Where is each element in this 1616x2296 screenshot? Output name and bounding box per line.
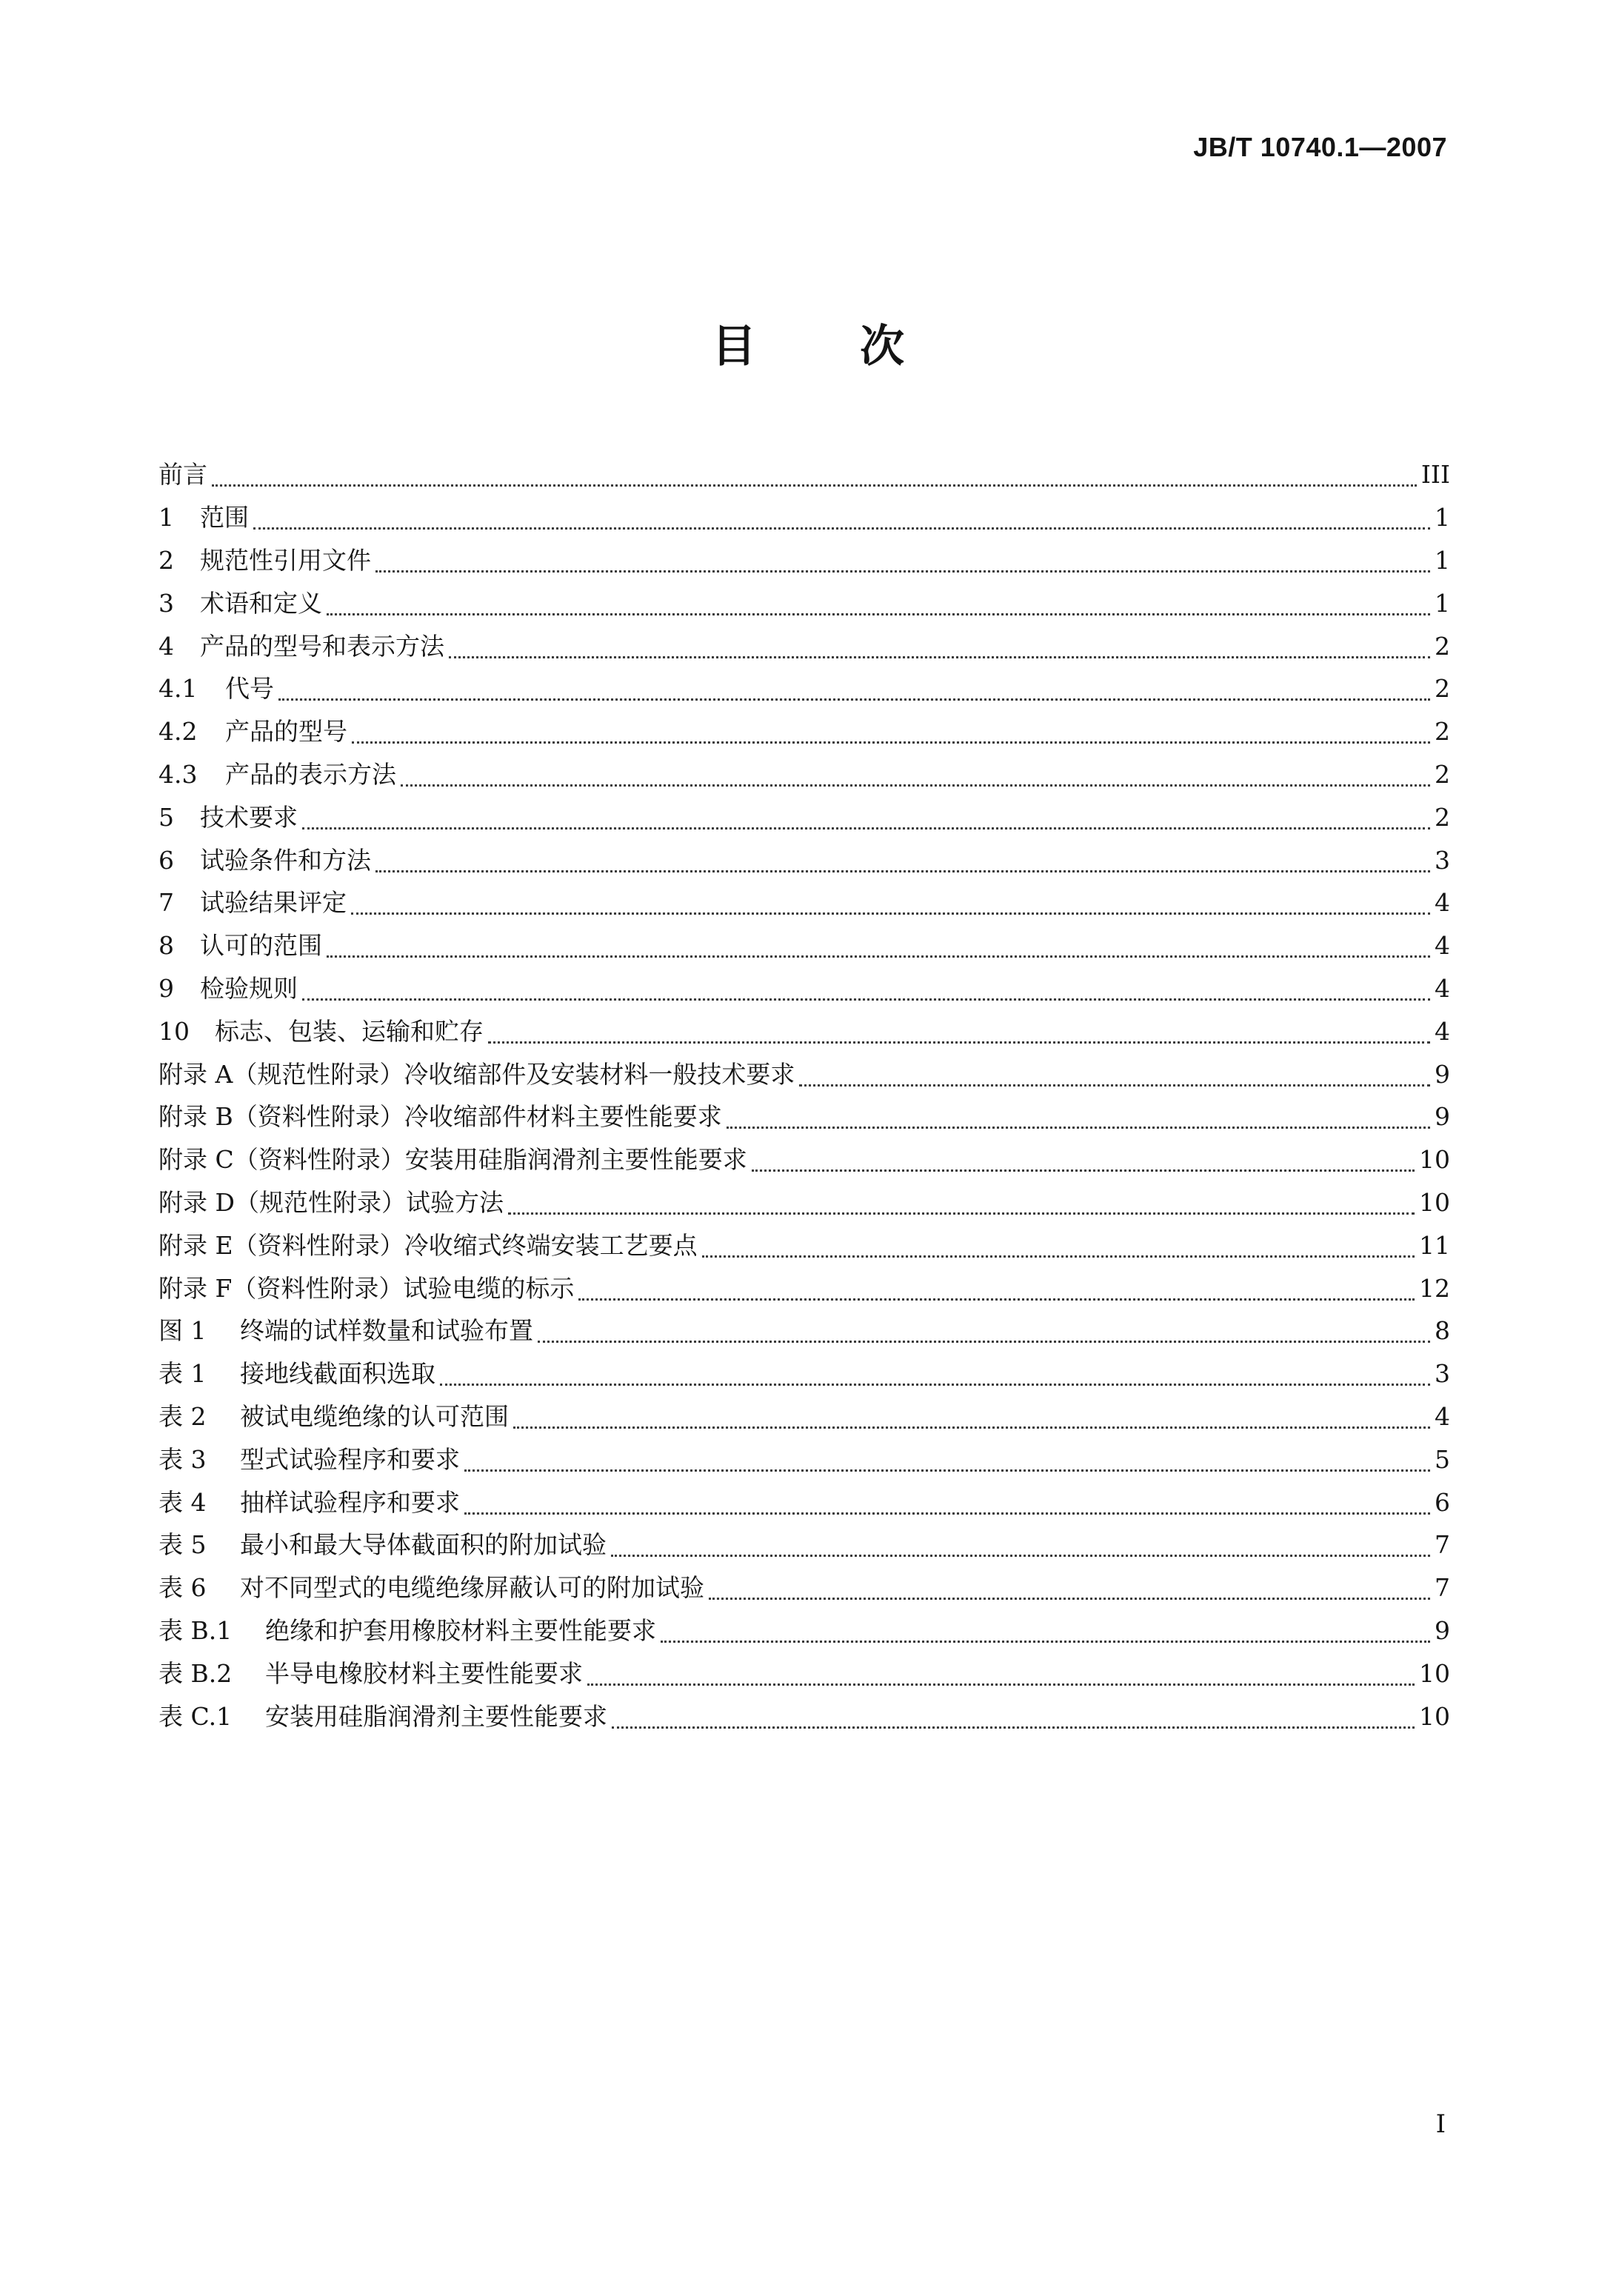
toc-entry-title: 试验结果评定 [200,888,347,918]
toc-entry-number: 4.2 [158,717,198,747]
dot-leader [440,1384,1430,1386]
standard-number: JB/T 10740.1—2007 [1193,132,1447,162]
table-of-contents [158,453,1450,1738]
dot-leader [578,1298,1415,1301]
toc-entry-title: 接地线截面积选取 [240,1359,435,1389]
toc-entry-page: 7 [1435,1573,1450,1603]
toc-entry-title: 产品的型号和表示方法 [200,631,444,661]
dot-leader [752,1169,1415,1172]
dot-leader [727,1127,1430,1129]
toc-entry-number: 图 1 [158,1316,207,1346]
dot-leader [375,870,1430,872]
toc-entry-number: 表 3 [158,1444,207,1474]
toc-entry-title: 最小和最大导体截面积的附加试验 [240,1530,607,1560]
dot-leader [508,1212,1415,1215]
dot-leader [375,570,1430,573]
dot-leader [449,656,1430,658]
toc-entry-appendix-b[interactable] [158,1095,1450,1138]
toc-entry-number: 4.3 [158,759,198,789]
toc-entry-page: 10 [1419,1701,1450,1731]
toc-entry-page: 2 [1435,631,1450,661]
toc-entry-title: 安装用硅脂润滑剂主要性能要求 [265,1701,607,1731]
dot-leader [302,827,1430,830]
toc-entry-page: 2 [1435,802,1450,832]
toc-entry-page: 6 [1435,1487,1450,1517]
toc-entry-page: 12 [1419,1273,1450,1303]
toc-entry-page: 1 [1435,503,1450,533]
toc-entry-number: 2 [158,545,174,575]
toc-entry-section-2[interactable] [158,539,1450,582]
toc-entry-table-1[interactable] [158,1352,1450,1395]
dot-leader [212,484,1417,487]
toc-entry-title: 附录 D（规范性附录）试验方法 [158,1187,504,1217]
toc-entry-page: 9 [1435,1615,1450,1645]
toc-entry-table-3[interactable] [158,1438,1450,1481]
dot-leader [464,1512,1430,1515]
toc-entry-appendix-f[interactable] [158,1267,1450,1309]
toc-entry-number: 4 [158,631,174,661]
toc-entry-number: 4.1 [158,674,198,704]
toc-entry-number: 8 [158,931,174,961]
dot-leader [611,1555,1430,1557]
toc-entry-number: 7 [158,888,174,918]
toc-entry-number: 表 5 [158,1530,207,1560]
toc-entry-section-5[interactable] [158,795,1450,838]
dot-leader [799,1084,1430,1087]
toc-entry-number: 9 [158,973,174,1003]
toc-entry-title: 术语和定义 [200,588,322,618]
toc-entry-title: 前言 [158,460,207,490]
toc-entry-table-b1[interactable] [158,1609,1450,1652]
toc-entry-title: 标志、包装、运输和贮存 [215,1016,484,1046]
toc-entry-appendix-e[interactable] [158,1224,1450,1267]
toc-entry-number: 表 2 [158,1401,207,1431]
toc-entry-title: 附录 A（规范性附录）冷收缩部件及安装材料一般技术要求 [158,1059,795,1089]
toc-entry-section-10[interactable] [158,1009,1450,1052]
dot-leader [488,1041,1430,1044]
toc-entry-page: 4 [1435,1401,1450,1431]
toc-entry-foreword[interactable] [158,453,1450,496]
page-number: I [1435,2109,1446,2139]
toc-entry-title: 规范性引用文件 [200,545,371,575]
dot-leader [587,1683,1415,1686]
dot-leader [612,1726,1415,1729]
toc-entry-number: 表 B.2 [158,1658,233,1688]
toc-entry-section-6[interactable] [158,838,1450,881]
toc-entry-title: 抽样试验程序和要求 [240,1487,460,1517]
toc-entry-page: 2 [1435,759,1450,789]
toc-entry-figure-1[interactable] [158,1309,1450,1352]
toc-entry-page: 9 [1435,1059,1450,1089]
toc-entry-page: 11 [1419,1230,1450,1260]
toc-entry-table-4[interactable] [158,1481,1450,1524]
toc-entry-title: 附录 C（资料性附录）安装用硅脂润滑剂主要性能要求 [158,1145,747,1175]
toc-entry-page: 10 [1419,1145,1450,1175]
dot-leader [327,955,1430,958]
toc-entry-section-4-2[interactable] [158,710,1450,753]
toc-entry-number: 表 C.1 [158,1701,233,1731]
dot-leader [253,527,1430,530]
dot-leader [709,1598,1430,1600]
toc-entry-appendix-a[interactable] [158,1052,1450,1095]
dot-leader [538,1341,1430,1343]
toc-entry-number: 表 4 [158,1487,207,1517]
dot-leader [661,1641,1430,1643]
toc-entry-title: 试验条件和方法 [200,845,371,875]
toc-entry-number: 表 6 [158,1573,207,1603]
toc-entry-section-4[interactable] [158,624,1450,667]
toc-entry-table-b2[interactable] [158,1652,1450,1695]
toc-entry-page: III [1420,460,1450,490]
dot-leader [327,613,1430,615]
toc-entry-page: 10 [1419,1658,1450,1688]
dot-leader [702,1255,1415,1258]
toc-entry-section-3[interactable] [158,581,1450,624]
toc-entry-title: 认可的范围 [200,931,322,961]
toc-entry-page: 1 [1435,545,1450,575]
dot-leader [464,1469,1430,1472]
toc-entry-title: 附录 F（资料性附录）试验电缆的标示 [158,1273,575,1303]
toc-entry-title: 范围 [200,503,249,533]
toc-entry-number: 表 1 [158,1359,207,1389]
toc-entry-number: 表 B.1 [158,1615,233,1645]
toc-entry-number: 5 [158,802,174,832]
toc-entry-title: 代号 [225,674,274,704]
page-title: 目次 [712,321,1008,373]
toc-entry-title: 半导电橡胶材料主要性能要求 [265,1658,583,1688]
toc-entry-title: 技术要求 [200,802,298,832]
toc-entry-number: 1 [158,503,174,533]
toc-entry-table-c1[interactable] [158,1695,1450,1738]
toc-entry-number: 10 [158,1016,190,1046]
toc-entry-title: 绝缘和护套用橡胶材料主要性能要求 [265,1615,656,1645]
toc-entry-page: 2 [1435,717,1450,747]
dot-leader [351,912,1430,915]
dot-leader [302,998,1430,1001]
toc-entry-title: 终端的试样数量和试验布置 [240,1316,533,1346]
toc-entry-section-1[interactable] [158,496,1450,539]
toc-entry-table-2[interactable] [158,1395,1450,1438]
toc-entry-page: 7 [1435,1530,1450,1560]
toc-entry-number: 3 [158,588,174,618]
toc-entry-page: 4 [1435,973,1450,1003]
toc-entry-title: 被试电缆绝缘的认可范围 [240,1401,509,1431]
toc-entry-title: 附录 E（资料性附录）冷收缩式终端安装工艺要点 [158,1230,698,1260]
toc-entry-section-7[interactable] [158,881,1450,924]
toc-entry-page: 3 [1435,845,1450,875]
toc-entry-page: 10 [1419,1187,1450,1217]
toc-entry-section-9[interactable] [158,967,1450,1010]
toc-entry-table-5[interactable] [158,1524,1450,1566]
toc-entry-title: 产品的型号 [225,717,347,747]
toc-entry-number: 6 [158,845,174,875]
dot-leader [278,698,1430,701]
toc-entry-page: 2 [1435,674,1450,704]
toc-entry-page: 9 [1435,1102,1450,1132]
toc-entry-page: 8 [1435,1316,1450,1346]
toc-entry-section-8[interactable] [158,924,1450,967]
toc-entry-title: 型式试验程序和要求 [240,1444,460,1474]
toc-entry-appendix-c[interactable] [158,1138,1450,1181]
toc-entry-title: 附录 B（资料性附录）冷收缩部件材料主要性能要求 [158,1102,722,1132]
dot-leader [401,784,1430,787]
toc-entry-page: 4 [1435,888,1450,918]
toc-entry-title: 产品的表示方法 [225,759,396,789]
toc-entry-page: 5 [1435,1444,1450,1474]
dot-leader [513,1426,1430,1429]
toc-entry-table-6[interactable] [158,1566,1450,1609]
toc-entry-section-4-3[interactable] [158,753,1450,796]
dot-leader [352,741,1430,744]
toc-entry-page: 3 [1435,1359,1450,1389]
toc-entry-page: 1 [1435,588,1450,618]
toc-entry-title: 检验规则 [200,973,298,1003]
toc-entry-page: 4 [1435,931,1450,961]
toc-entry-page: 4 [1435,1016,1450,1046]
toc-entry-title: 对不同型式的电缆绝缘屏蔽认可的附加试验 [240,1573,704,1603]
toc-entry-appendix-d[interactable] [158,1181,1450,1224]
toc-entry-section-4-1[interactable] [158,667,1450,710]
